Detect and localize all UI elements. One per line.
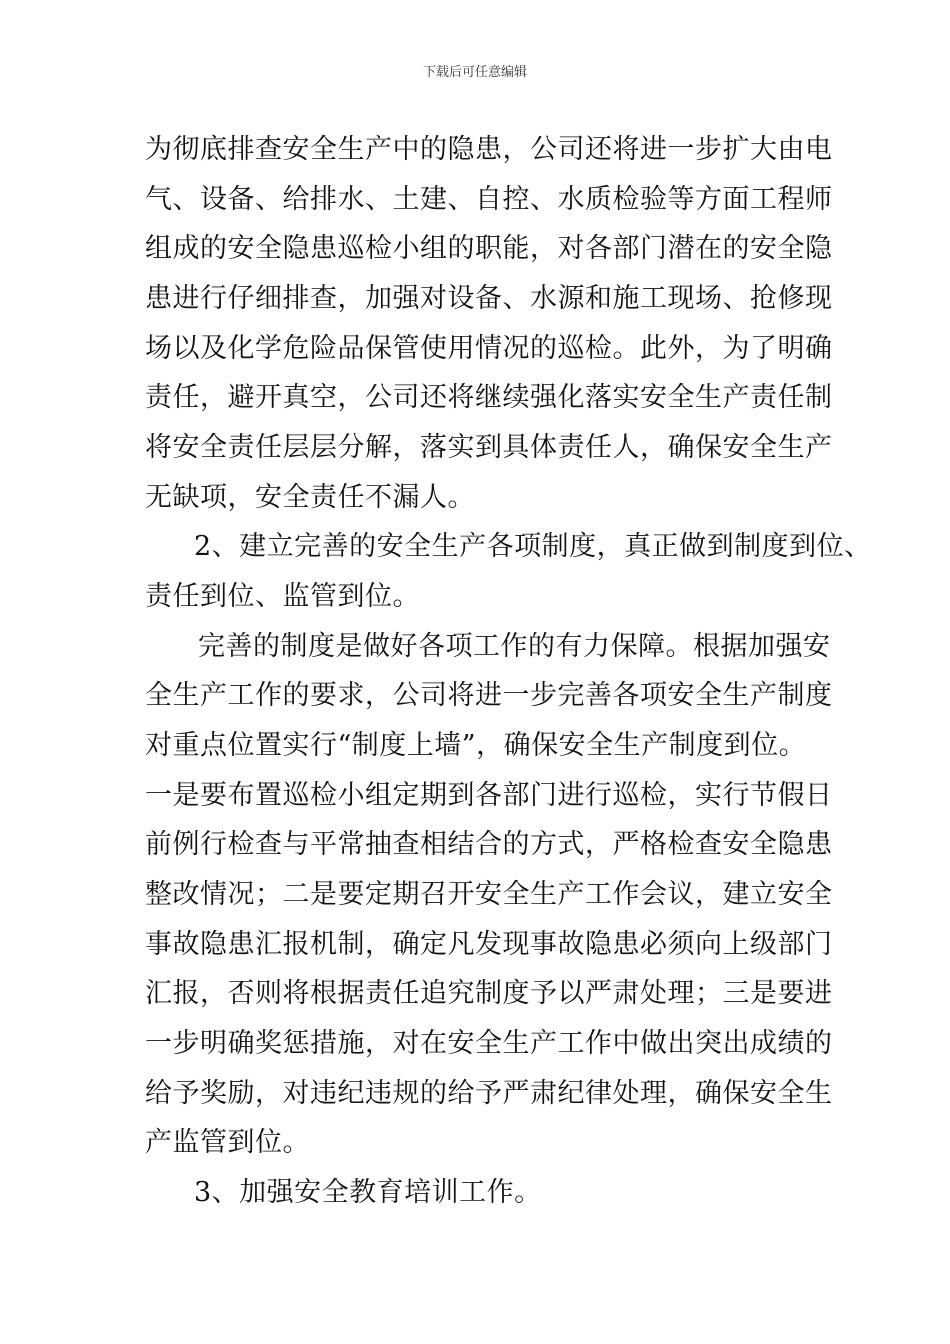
text-line: 汇报，否则将根据责任追究制度予以严肃处理；三是要进 [145,978,833,1009]
text-line: 患进行仔细排查，加强对设备、水源和施工现场、抢修现 [145,283,833,314]
text-line: 3、加强安全教育培训工作。 [194,1177,542,1208]
text-line: 全生产工作的要求，公司将进一步完善各项安全生产制度 [145,680,833,711]
text-line: 责任，避开真空，公司还将继续强化落实安全生产责任制 [145,382,833,413]
text-line: 对重点位置实行“制度上墙”，确保安全生产制度到位。 [145,730,807,761]
text-line: 组成的安全隐患巡检小组的职能，对各部门潜在的安全隐 [145,233,833,264]
text-line: 给予奖励，对违纪违规的给予严肃纪律处理，确保安全生 [145,1078,833,1109]
text-line: 一步明确奖惩措施，对在安全生产工作中做出突出成绩的 [145,1028,833,1059]
text-line: 责任到位、监管到位。 [145,581,420,612]
text-line: 完善的制度是做好各项工作的有力保障。根据加强安 [198,631,831,662]
text-line: 事故隐患汇报机制，确定凡发现事故隐患必须向上级部门 [145,929,833,960]
text-line: 2、建立完善的安全生产各项制度，真正做到制度到位、 [194,531,872,562]
text-line: 气、设备、给排水、土建、自控、水质检验等方面工程师 [145,184,833,215]
text-line: 整改情况；二是要定期召开安全生产工作会议，建立安全 [145,879,833,910]
text-line: 前例行检查与平常抽查相结合的方式，严格检查安全隐患 [145,829,833,860]
text-line: 为彻底排查安全生产中的隐患，公司还将进一步扩大由电 [145,134,833,165]
text-line: 场以及化学危险品保管使用情况的巡检。此外，为了明确 [145,333,833,364]
page-header: 下载后可任意编辑 [422,65,527,80]
text-line: 无缺项，安全责任不漏人。 [145,482,475,513]
text-line: 产监管到位。 [145,1127,310,1158]
text-line: 一是要布置巡检小组定期到各部门进行巡检，实行节假日 [145,780,833,811]
text-line: 将安全责任层层分解，落实到具体责任人，确保安全生产 [145,432,833,463]
